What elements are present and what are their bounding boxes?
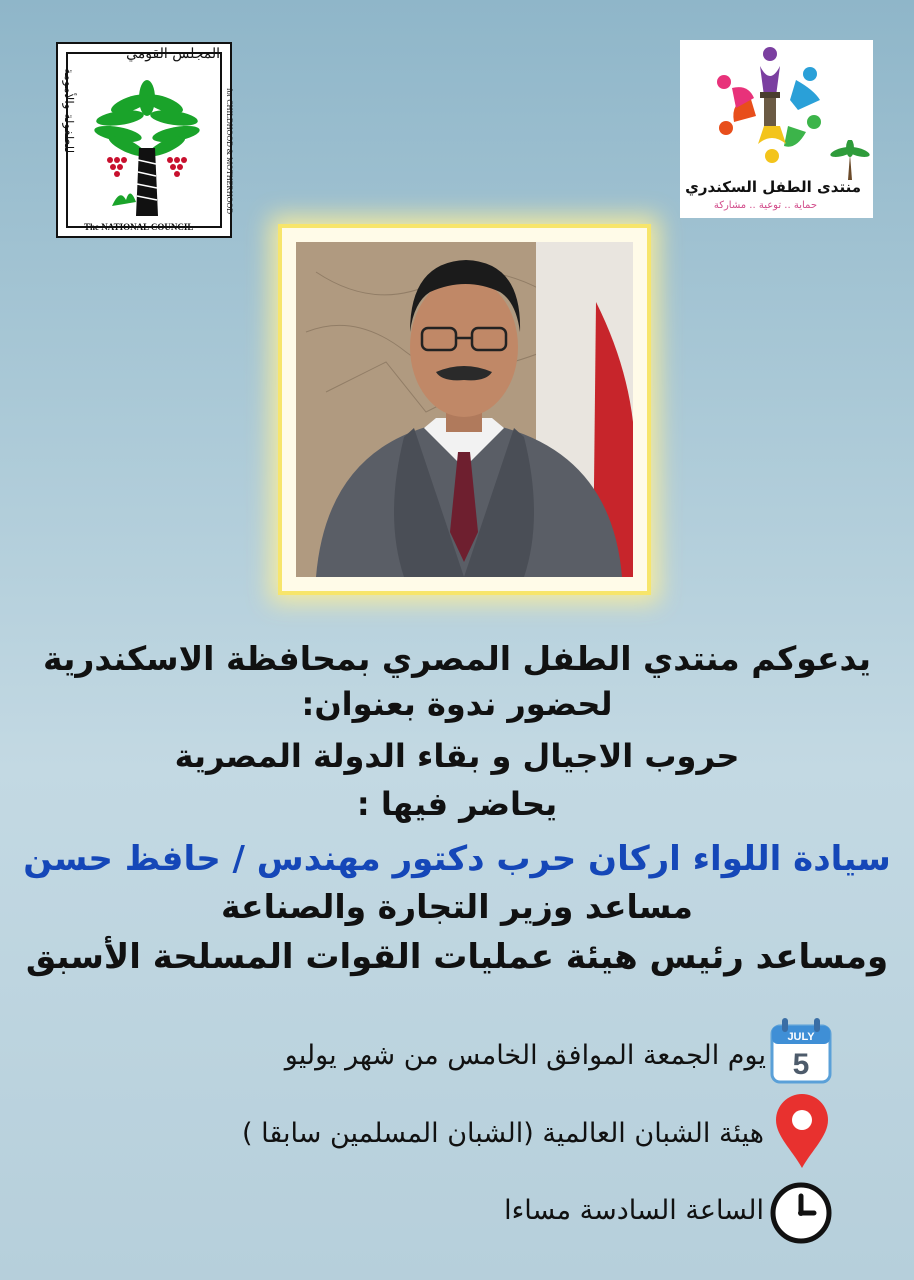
- calendar-month: JULY: [787, 1031, 815, 1043]
- speaker-portrait: [296, 242, 633, 577]
- seminar-title: حروب الاجيال و بقاء الدولة المصرية: [174, 737, 740, 775]
- calendar-icon: [766, 1016, 836, 1086]
- speaker-title-2: ومساعد رئيس هيئة عمليات القوات المسلحة الأسبق: [25, 937, 889, 977]
- palm-tree-icon: [92, 78, 202, 218]
- logo-side-arabic: للطفولة والأمومة: [62, 68, 76, 154]
- speaker-photo: [296, 242, 633, 577]
- children-circle-icon: [710, 44, 830, 164]
- clock-icon: [768, 1180, 834, 1246]
- event-time: الساعة السادسة مساءا: [504, 1195, 764, 1226]
- child-forum-logo: [680, 40, 873, 218]
- speaker-name: سيادة اللواء اركان حرب دكتور مهندس / حافظ حسن: [23, 839, 891, 879]
- forum-tagline: حماية .. توعية .. مشاركة: [713, 200, 817, 211]
- logo-bottom-english: The NATIONAL COUNCIL: [84, 222, 194, 232]
- forum-name: منتدى الطفل السكندري: [685, 178, 861, 196]
- national-council-logo: [56, 42, 232, 238]
- calendar-day: 5: [792, 1048, 810, 1081]
- logo-top-arabic: المجلس القومي: [126, 46, 220, 62]
- event-date: يوم الجمعة الموافق الخامس من شهر يوليو: [284, 1040, 766, 1071]
- palm-icon: [830, 140, 870, 180]
- speaker-photo-frame: [278, 224, 651, 595]
- logo-side-english: for CHILDHOOD & MOTHERHOOD: [225, 88, 234, 214]
- invitation-line-1: يدعوكم منتدي الطفل المصري بمحافظة الاسكندرية: [43, 639, 871, 678]
- invitation-line-2: لحضور ندوة بعنوان:: [301, 685, 613, 723]
- location-pin-icon: [772, 1092, 832, 1170]
- event-location: هيئة الشبان العالمية (الشبان المسلمين سابقا ): [242, 1118, 764, 1149]
- speaker-title-1: مساعد وزير التجارة والصناعة: [221, 887, 693, 926]
- lecturer-intro: يحاضر فيها :: [356, 785, 558, 823]
